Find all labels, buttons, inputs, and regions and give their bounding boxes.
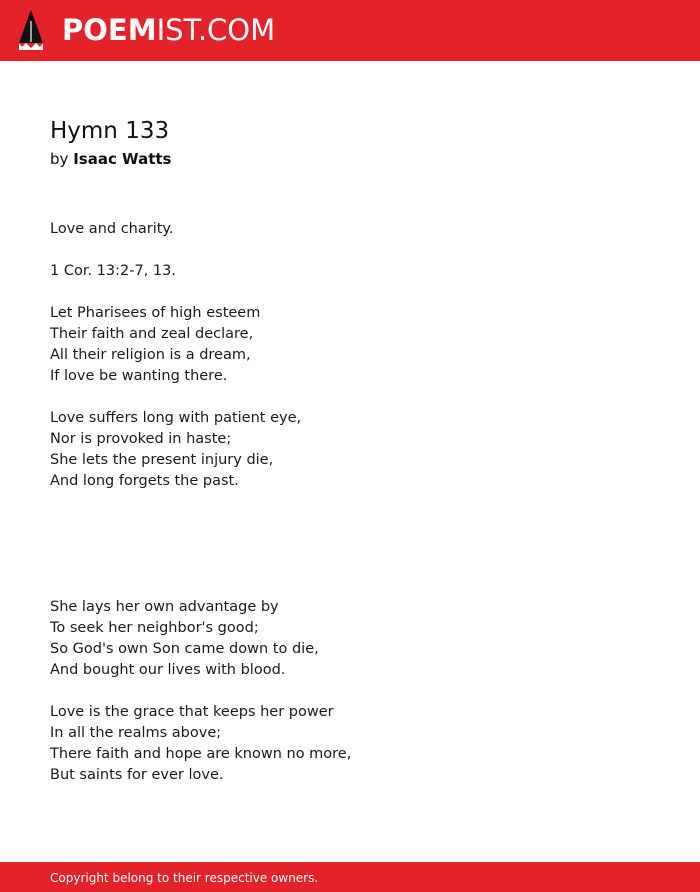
poem-line: Love suffers long with patient eye, [50,410,302,426]
poem-line: So God's own Son came down to die, [50,641,319,657]
poem-line: 1 Cor. 13:2-7, 13. [50,263,176,279]
by-label: by [50,150,69,168]
author-name: Isaac Watts [73,150,172,168]
poem-line: And bought our lives with blood. [50,662,286,678]
poem-line: Nor is provoked in haste; [50,431,232,447]
site-logo[interactable] [62,14,275,46]
poem-line: Let Pharisees of high esteem [50,305,261,321]
poem-line: All their religion is a dream, [50,347,251,363]
copyright-text: Copyright belong to their respective owners. [50,871,319,885]
poem-line: She lets the present injury die, [50,452,274,468]
poem-line: To seek her neighbor's good; [50,620,259,636]
brand-bold: POEM [62,13,157,47]
footer-bar [0,862,700,892]
byline [50,149,171,169]
pencil-icon[interactable] [17,9,45,51]
poem-line: There faith and hope are known no more, [50,746,352,762]
brand-light: IST.COM [156,13,276,47]
poem-line: And long forgets the past. [50,473,239,489]
poem-line: But saints for ever love. [50,767,224,783]
top-bar [0,0,700,61]
poem-line: Love is the grace that keeps her power [50,704,334,720]
poem-line: Love and charity. [50,221,174,237]
poem-line: In all the realms above; [50,725,222,741]
poem-line: Their faith and zeal declare, [50,326,254,342]
poem-line: If love be wanting there. [50,368,228,384]
poem-line: She lays her own advantage by [50,599,279,615]
poem-title: Hymn 133 [50,118,170,144]
poem-body [50,219,650,786]
